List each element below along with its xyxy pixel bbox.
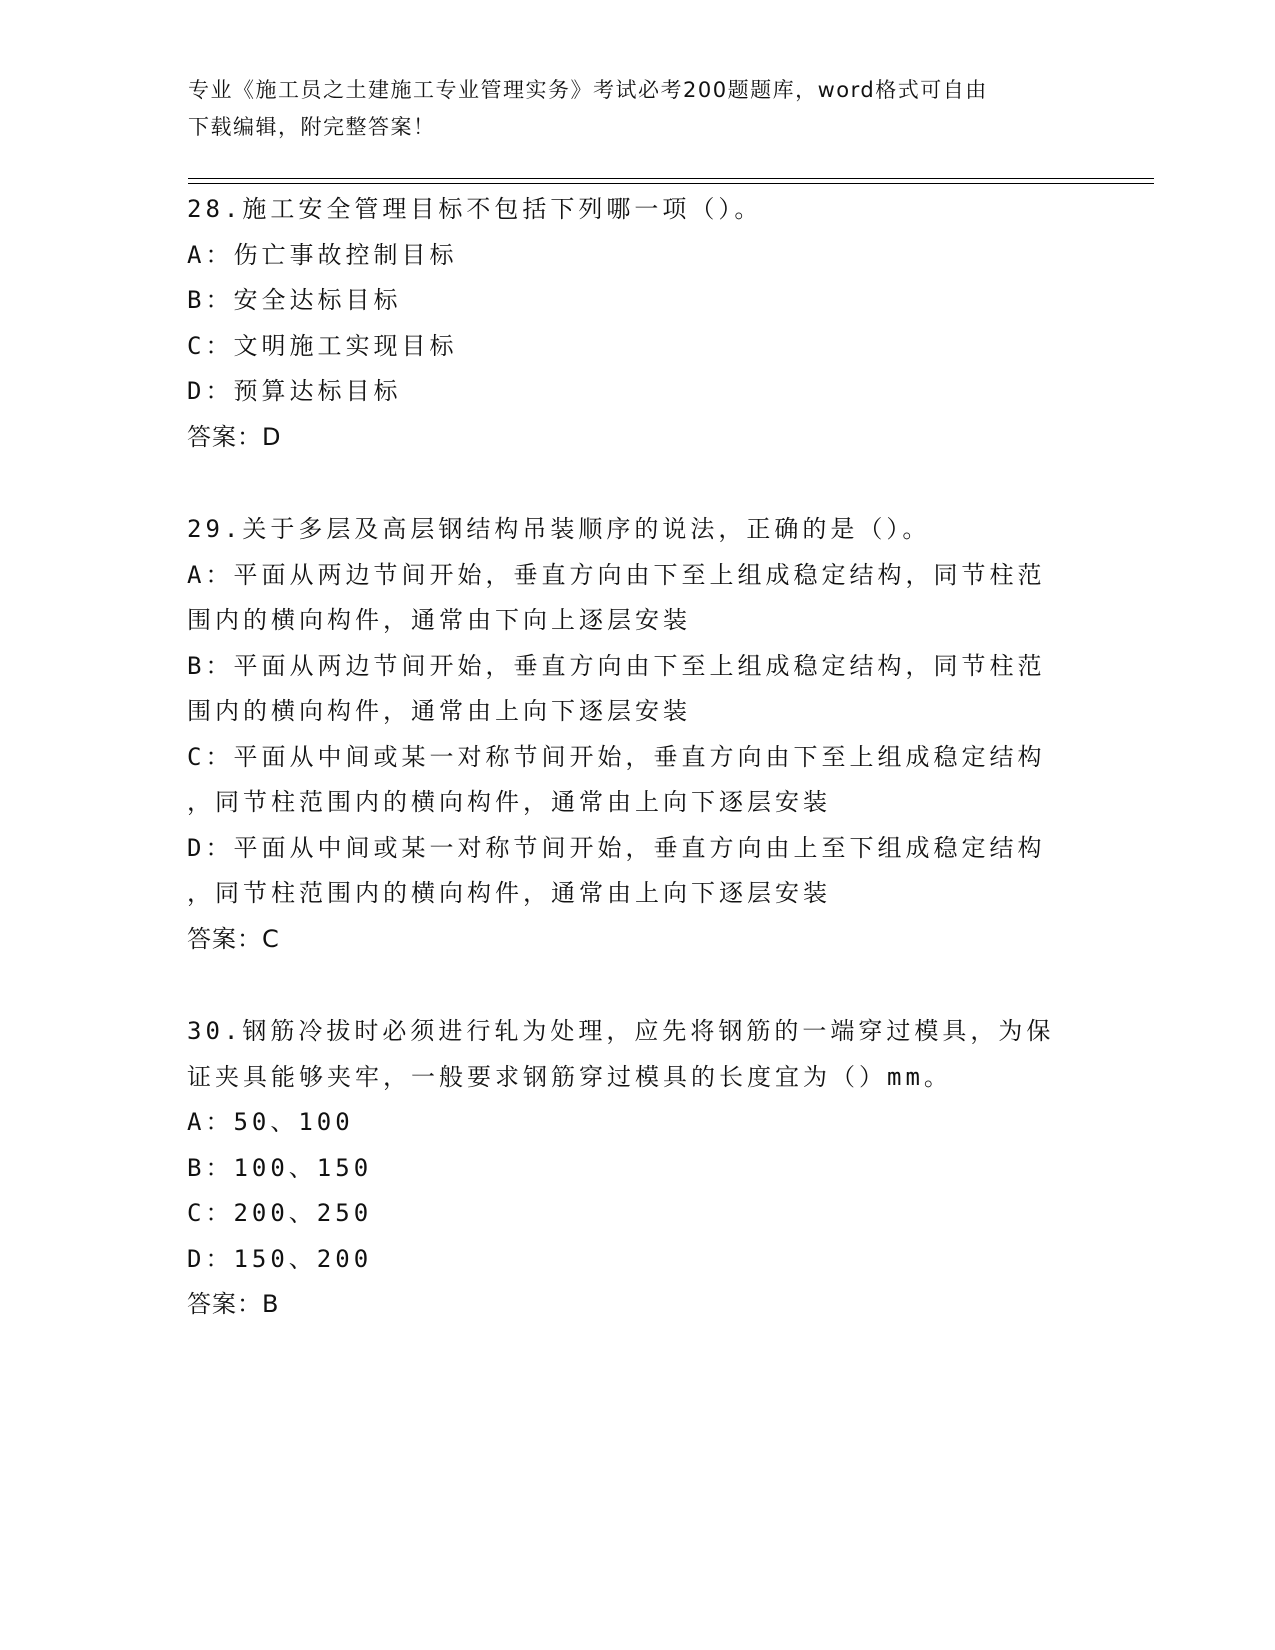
option-a: A：平面从两边节间开始，垂直方向由下至上组成稳定结构，同节柱范	[187, 560, 1046, 589]
question-stem: 28.施工安全管理目标不包括下列哪一项（）。	[187, 195, 763, 223]
option-c: C：平面从中间或某一对称节间开始，垂直方向由下至上组成稳定结构	[187, 742, 1046, 771]
option-a: A：伤亡事故控制目标	[187, 240, 458, 269]
header-divider	[188, 183, 1154, 184]
option-b-continued: 围内的横向构件，通常由上向下逐层安装	[187, 697, 691, 725]
option-d-continued: ，同节柱范围内的横向构件，通常由上向下逐层安装	[187, 879, 831, 907]
option-d: D：平面从中间或某一对称节间开始，垂直方向由上至下组成稳定结构	[187, 833, 1046, 862]
answer: 答案：B	[187, 1290, 280, 1318]
question-list	[187, 187, 1067, 1375]
document-header	[188, 72, 1068, 146]
question-29	[187, 507, 1067, 962]
option-c-continued: ，同节柱范围内的横向构件，通常由上向下逐层安装	[187, 788, 831, 816]
option-b: B：100、150	[187, 1153, 373, 1182]
header-divider	[188, 178, 1154, 179]
option-b: B：安全达标目标	[187, 286, 402, 314]
option-d: D：预算达标目标	[187, 377, 402, 405]
option-b: B：平面从两边节间开始，垂直方向由下至上组成稳定结构，同节柱范	[187, 651, 1046, 680]
question-28	[187, 187, 1067, 460]
answer: 答案：C	[187, 924, 280, 953]
header-line: 下载编辑，附完整答案！	[188, 115, 436, 139]
option-a: A：50、100	[187, 1108, 354, 1136]
question-30	[187, 1009, 1067, 1328]
question-stem: 29.关于多层及高层钢结构吊装顺序的说法，正确的是（）。	[187, 515, 931, 543]
option-d: D：150、200	[187, 1244, 373, 1273]
option-a-continued: 围内的横向构件，通常由下向上逐层安装	[187, 606, 691, 634]
header-line: 专业《施工员之土建施工专业管理实务》考试必考200题题库，word格式可自由	[188, 78, 988, 102]
question-stem-continued: 证夹具能够夹牢，一般要求钢筋穿过模具的长度宜为（）mm。	[187, 1062, 952, 1091]
question-stem: 30.钢筋冷拔时必须进行轧为处理，应先将钢筋的一端穿过模具，为保	[187, 1017, 1055, 1045]
option-c: C：文明施工实现目标	[187, 331, 458, 360]
answer: 答案：D	[187, 422, 282, 451]
option-c: C：200、250	[187, 1199, 373, 1227]
